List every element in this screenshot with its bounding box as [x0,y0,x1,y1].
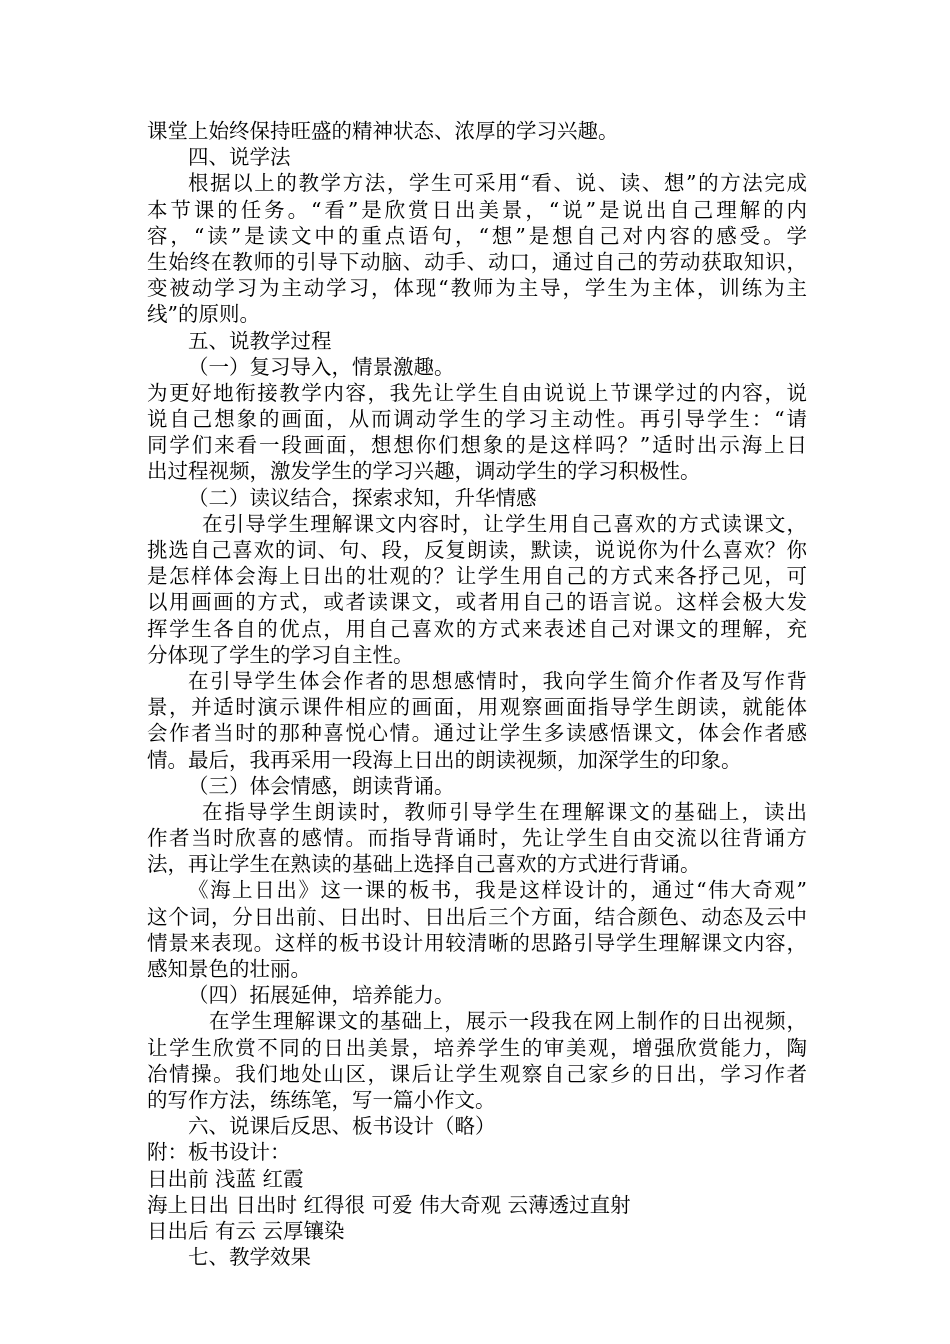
board-design-line: 海上日出 日出时 红得很 可爱 伟大奇观 云薄透过直射 [147,1192,631,1217]
text-line: 是怎样体会海上日出的壮观的？让学生用自己的方式来各抒己见，可 [147,564,807,589]
text-line: 让学生欣赏不同的日出美景，培养学生的审美观，增强欣赏能力，陶 [147,1035,807,1060]
text-line: 冶情操。我们地处山区，课后让学生观察自己家乡的日出，学习作者 [147,1061,807,1086]
text-line: 在引导学生体会作者的思想感情时，我向学生简介作者及写作背 [188,668,807,693]
text-line: 情。最后，我再采用一段海上日出的朗读视频，加深学生的印象。 [147,747,742,772]
text-line: 会作者当时的那种喜悦心情。通过让学生多读感悟课文，体会作者感 [147,721,807,746]
text-line: 这个词，分日出前、日出时、日出后三个方面，结合颜色、动态及云中 [147,904,807,929]
text-line: 出过程视频，激发学生的学习兴趣，调动学生的学习积极性。 [147,459,701,484]
text-line: 分体现了学生的学习自主性。 [147,642,414,667]
text-line: 作者当时欣喜的感情。而指导背诵时，先让学生自由交流以往背诵方 [147,826,807,851]
text-line: 课堂上始终保持旺盛的精神状态、浓厚的学习兴趣。 [147,119,619,143]
subsection-heading: （一）复习导入，情景激趣。 [188,354,455,379]
text-line: 同学们来看一段画面，想想你们想象的是这样吗？”适时出示海上日 [147,433,807,458]
text-line: 容，“读”是读文中的重点语句，“想”是想自己对内容的感受。学 [147,223,807,248]
document-page [147,118,807,1270]
text-line: 为更好地衔接教学内容，我先让学生自由说说上节课学过的内容，说 [147,380,807,405]
section-heading: 五、说教学过程 [188,328,332,353]
subsection-heading: （四）拓展延伸，培养能力。 [188,983,455,1008]
section-heading: 六、说课后反思、板书设计（略） [188,1114,496,1139]
section-heading: 七、教学效果 [188,1245,311,1270]
text-line: 感知景色的壮丽。 [147,957,311,981]
subsection-heading: （二）读议结合，探索求知，升华情感 [188,485,537,510]
text-line: 的写作方法，练练笔，写一篇小作文。 [147,1087,496,1112]
text-line: 在引导学生理解课文内容时，让学生用自己喜欢的方式读课文， [202,511,807,536]
board-design-line: 日出后 有云 云厚镶染 [147,1218,345,1243]
board-design-line: 日出前 浅蓝 红霞 [147,1166,304,1191]
text-line: 在学生理解课文的基础上，展示一段我在网上制作的日出视频， [209,1009,807,1034]
text-line: 变被动学习为主动学习，体现“教师为主导，学生为主体，训练为主 [147,276,807,301]
text-line: 挥学生各自的优点，用自己喜欢的方式来表述自己对课文的理解，充 [147,616,807,641]
text-line: 法，再让学生在熟读的基础上选择自己喜欢的方式进行背诵。 [147,852,701,877]
text-line: 《海上日出》这一课的板书，我是这样设计的，通过“伟大奇观” [188,878,807,903]
text-line: 情景来表现。这样的板书设计用较清晰的思路引导学生理解课文内容， [147,930,807,955]
text-line: 本节课的任务。“看”是欣赏日出美景，“说”是说出自己理解的内 [147,197,807,222]
subsection-heading: （三）体会情感，朗读背诵。 [188,773,455,798]
text-line: 说自己想象的画面，从而调动学生的学习主动性。再引导学生：“请 [147,407,807,432]
text-line: 附：板书设计： [147,1140,291,1165]
text-line: 景，并适时演示课件相应的画面，用观察画面指导学生朗读，就能体 [147,695,807,720]
text-line: 在指导学生朗读时，教师引导学生在理解课文的基础上，读出 [202,799,807,824]
text-line: 根据以上的教学方法，学生可采用“看、说、读、想”的方法完成 [188,171,807,196]
text-line: 生始终在教师的引导下动脑、动手、动口，通过自己的劳动获取知识， [147,249,807,274]
text-line: 挑选自己喜欢的词、句、段，反复朗读，默读，说说你为什么喜欢？你 [147,538,807,562]
section-heading: 四、说学法 [188,145,291,170]
text-line: 线”的原则。 [147,302,260,327]
text-line: 以用画画的方式，或者读课文，或者用自己的语言说。这样会极大发 [147,590,807,615]
